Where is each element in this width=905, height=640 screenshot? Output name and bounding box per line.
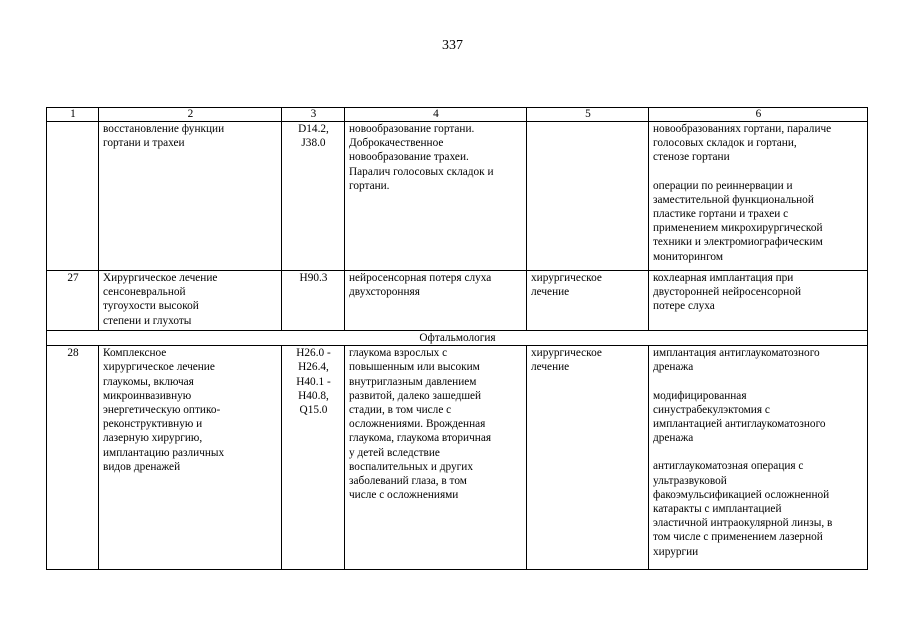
section-title: Офтальмология: [47, 331, 868, 346]
procedure-name: восстановление функции гортани и трахеи: [99, 122, 282, 271]
method-text: кохлеарная имплантация при двусторонней нейросенсорной потере слуха: [653, 272, 802, 313]
column-number-row: [47, 108, 868, 122]
procedures-table: [46, 107, 868, 570]
table-row: [47, 122, 868, 271]
method-text: модифицированная синустрабекулэктомия с имплантацией антиглаукоматозного дренажа: [653, 389, 826, 445]
patient-model: новообразование гортани. Доброкачественное новообразование трахеи. Паралич голосовых складок и гортани.: [345, 122, 527, 271]
method-text: имплантация антиглаукоматозного дренажа: [653, 347, 820, 374]
column-number: 2: [99, 108, 282, 122]
column-number: 5: [527, 108, 649, 122]
method-text: антиглаукоматозная операция с ультразвуковой факоэмульсификацией осложненной катаракты с имплантацией эластичной интраокулярной линзы, в том числе с применением лазерной хирургии: [653, 460, 833, 558]
section-row: [47, 331, 868, 346]
table-row: [47, 271, 868, 331]
treatment-type: [527, 122, 649, 271]
page-number: 337: [442, 38, 463, 53]
diagnosis-codes: H90.3: [282, 271, 345, 331]
treatment-type: хирургическое лечение: [527, 271, 649, 331]
procedure-name: Комплексное хирургическое лечение глаукомы, включая микроинвазивную энергетическую оптико- реконструктивную и лазерную хирургию, имплантацию различных видов дренажей: [99, 346, 282, 570]
diagnosis-codes: D14.2, J38.0: [282, 122, 345, 271]
patient-model: нейросенсорная потеря слуха двухсторонняя: [345, 271, 527, 331]
column-number: 4: [345, 108, 527, 122]
row-number: 28: [47, 346, 99, 570]
patient-model: глаукома взрослых с повышенным или высоким внутриглазным давлением развитой, далеко зашедшей стадии, в том числе с осложнениями. Врожденная глаукома, глаукома вторичная у детей вследствие воспалительных и других заболеваний глаза, в том числе с осложнениями: [345, 346, 527, 570]
treatment-type: хирургическое лечение: [527, 346, 649, 570]
treatment-method: [649, 122, 868, 271]
treatment-method: [649, 271, 868, 331]
table-row: [47, 346, 868, 570]
method-text: операции по реиннервации и заместительной функциональной пластике гортани и трахеи с применением микрохирургической техники и электромиографическим мониторингом: [653, 179, 823, 263]
procedure-name: Хирургическое лечение сенсоневральной тугоухости высокой степени и глухоты: [99, 271, 282, 331]
column-number: 3: [282, 108, 345, 122]
method-text: новообразованиях гортани, параличе голосовых складок и гортани, стенозе гортани: [653, 123, 832, 164]
column-number: 1: [47, 108, 99, 122]
row-number: 27: [47, 271, 99, 331]
column-number: 6: [649, 108, 868, 122]
diagnosis-codes: H26.0 - H26.4, H40.1 - H40.8, Q15.0: [282, 346, 345, 570]
row-number: [47, 122, 99, 271]
treatment-method: [649, 346, 868, 570]
